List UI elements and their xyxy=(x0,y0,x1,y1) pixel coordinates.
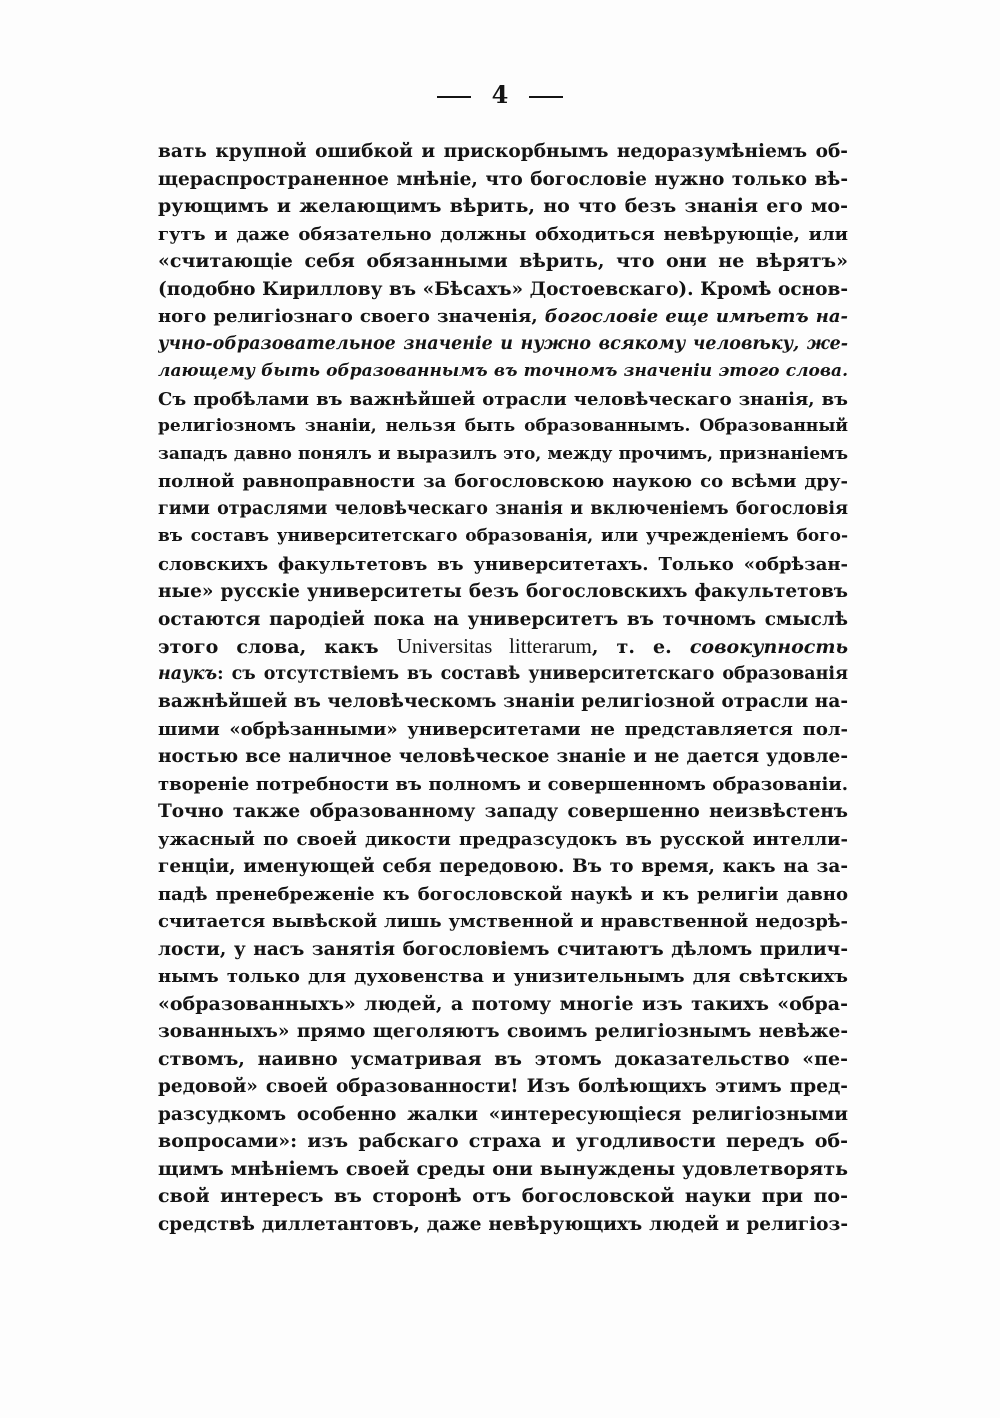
text-line: гутъ и даже обязательно должны обходиться невѣрующіе, или xyxy=(158,223,848,245)
text-line: шими «обрѣзанными» университетами не представляется пол- xyxy=(158,718,848,740)
text-line: щераспространенное мнѣніе, что богословіе нужно только вѣ- xyxy=(158,168,848,190)
italic-run: наукъ xyxy=(158,663,218,684)
header-dash-right xyxy=(529,96,563,98)
text-line-italic: лающему быть образованнымъ въ точномъ значеніи этого слова. xyxy=(158,361,848,381)
text-line: нымъ только для духовенства и унизительнымъ для свѣтскихъ xyxy=(158,966,848,987)
text-line: разсудкомъ особенно жалки «интересующіеся религіозными xyxy=(158,1103,848,1125)
italic-run: совокупность xyxy=(689,636,848,658)
page-number: 4 xyxy=(491,80,509,109)
text-line: средствѣ диллетантовъ, даже невѣрующихъ людей и религіоз- xyxy=(158,1213,848,1235)
text-line: Съ пробѣлами въ важнѣйшей отрасли человѣческаго знанія, въ xyxy=(158,388,848,410)
text-line: вопросами»: изъ рабскаго страха и угодливости передъ об- xyxy=(158,1130,848,1152)
text-line: важнѣйшей въ человѣческомъ знаніи религіозной отрасли на- xyxy=(158,691,848,712)
italic-run: богословіе еще имѣетъ на- xyxy=(544,306,848,327)
text-line: лости, у насъ занятія богословіемъ считаютъ дѣломъ прилич- xyxy=(158,938,848,960)
text-line: (подобно Кириллову въ «Бѣсахъ» Достоевскаго). Кромѣ основ- xyxy=(158,278,848,300)
text-run: , т. е. xyxy=(591,636,690,658)
text-line: религіозномъ знаніи, нельзя быть образованнымъ. Образованный xyxy=(158,416,848,436)
text-line: ностью все наличное человѣческое знаніе и не дается удовле- xyxy=(158,746,848,767)
text-line: редовой» своей образованности! Изъ болѣющихъ этимъ пред- xyxy=(158,1076,848,1097)
text-line-italic: учно-образовательное значеніе и нужно всякому человѣку, же- xyxy=(158,333,848,354)
text-line: ные» русскіе университеты безъ богословскихъ факультетовъ xyxy=(158,581,848,602)
text-line: считается вывѣской лишь умственной и нравственной недозрѣ- xyxy=(158,911,848,932)
text-line: свой интересъ въ сторонѣ отъ богословской науки при по- xyxy=(158,1185,848,1207)
text-line: остаются пародіей пока на университетъ въ точномъ смыслѣ xyxy=(158,608,848,630)
text-line: гими отраслями человѣческаго знанія и включеніемъ богословія xyxy=(158,498,848,519)
header-dash-left xyxy=(437,96,471,98)
text-line: словскихъ факультетовъ въ университетахъ. Только «обрѣзан- xyxy=(158,553,848,575)
text-line: Точно также образованному западу совершенно неизвѣстенъ xyxy=(158,801,848,822)
text-line: рующимъ и желающимъ вѣрить, но что безъ знанія его мо- xyxy=(158,195,848,217)
text-line: падѣ пренебреженіе къ богословской наукѣ и къ религіи давно xyxy=(158,883,848,905)
text-line: ствомъ, наивно усматривая въ этомъ доказательство «пе- xyxy=(158,1047,848,1070)
text-line: «считающіе себя обязанными вѣрить, что они не вѣрятъ» xyxy=(158,250,848,272)
text-run: : съ отсутствіемъ въ составѣ университетскаго образованія xyxy=(217,663,848,684)
text-line: твореніе потребности въ полномъ и совершенномъ образованіи. xyxy=(158,773,848,795)
text-line: полной равноправности за богословскою наукою со всѣми дру- xyxy=(158,471,848,492)
text-line: въ составъ университетскаго образованія, или учрежденіемъ бого- xyxy=(158,526,848,546)
text-line xyxy=(158,303,848,331)
text-line: ужасный по своей дикости предразсудокъ въ русской интелли- xyxy=(158,828,848,850)
text-run: этого слова, какъ xyxy=(158,636,397,658)
page-header xyxy=(0,80,1000,110)
text-line: зованныхъ» прямо щеголяютъ своимъ религіознымъ невѣже- xyxy=(158,1021,848,1042)
text-run: ного религіознаго своего значенія, xyxy=(158,306,545,327)
text-line: щимъ мнѣніемъ своей среды они вынуждены удовлетворять xyxy=(158,1157,848,1180)
text-line: западъ давно понялъ и выразилъ это, между прочимъ, признаніемъ xyxy=(158,443,848,464)
text-line xyxy=(158,661,848,689)
body-text xyxy=(158,138,848,1238)
text-line: вать крупной ошибкой и прискорбнымъ недоразумѣніемъ об- xyxy=(158,141,848,162)
text-line: генціи, именующей себя передовою. Въ то время, какъ на за- xyxy=(158,856,848,877)
text-line xyxy=(158,633,848,661)
text-line: «образованныхъ» людей, а потому многіе изъ такихъ «обра- xyxy=(158,992,848,1015)
latin-run: Universitas litterarum xyxy=(396,634,592,658)
